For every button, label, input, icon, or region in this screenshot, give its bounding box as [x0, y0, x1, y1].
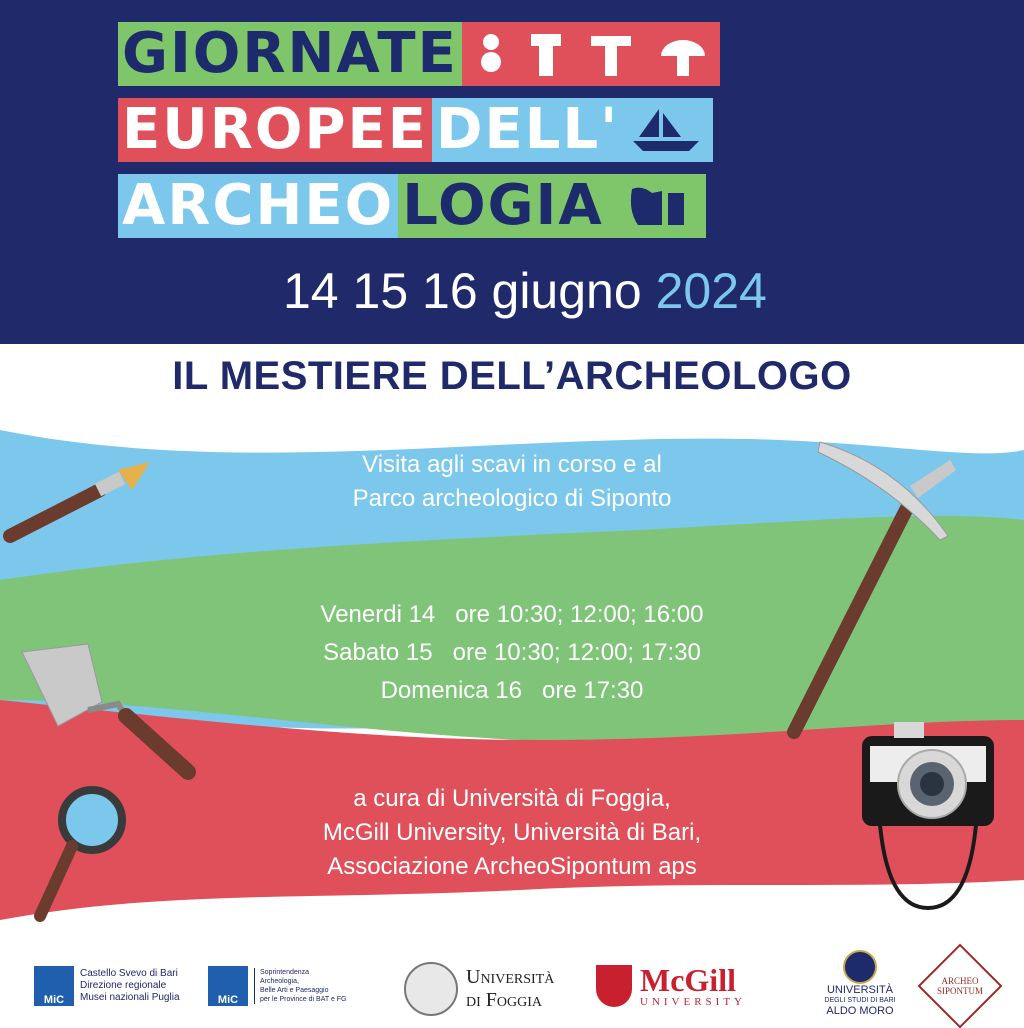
- foggia-seal-icon: [404, 962, 458, 1016]
- schedule-sunday: Domenica 16 ore 17:30: [380, 677, 644, 704]
- visit-line-2: Parco archeologico di Siponto: [352, 485, 672, 512]
- logo-soprintendenza: [208, 966, 347, 1006]
- credits-text: [0, 782, 1024, 884]
- schedule-saturday: Sabato 15 ore 10:30; 12:00; 17:30: [323, 639, 701, 666]
- logo-universita-bari: [800, 950, 920, 1017]
- archeo-text: ARCHEO SIPONTUM: [936, 976, 983, 996]
- visit-text: [0, 448, 1024, 516]
- title-word-europee: EUROPEE: [118, 98, 432, 162]
- mic-icon: MiC: [34, 966, 74, 1006]
- schedule-friday: Venerdi 14 ore 10:30; 12:00; 16:00: [320, 601, 704, 628]
- title-word-dell: [432, 98, 713, 162]
- event-dates: [283, 262, 767, 320]
- credits-line-2: McGill University, Università di Bari,: [322, 819, 702, 846]
- mcgill-shield-icon: [596, 965, 632, 1007]
- foggia-line-2: di Foggia: [466, 989, 542, 1011]
- title-word-giornate: GIORNATE: [118, 22, 462, 86]
- castello-line-2: Direzione regionale: [80, 980, 167, 991]
- mic-icon: MiC: [208, 966, 248, 1006]
- sponsor-logos: [0, 950, 1024, 1024]
- mcgill-name: McGill: [640, 962, 736, 998]
- title-word-archeo: ARCHEO: [118, 174, 398, 238]
- credits-line-3: Associazione ArcheoSipontum aps: [327, 853, 697, 880]
- page-subtitle: IL MESTIERE DELL’ARCHEOLOGO: [172, 354, 852, 398]
- dates-year: 2024: [655, 263, 767, 319]
- vase-icon: [608, 174, 706, 238]
- header-banner: [0, 0, 1024, 344]
- boat-icon: [629, 105, 709, 155]
- castello-line-1: Castello Svevo di Bari: [80, 968, 178, 979]
- schedule-text: [0, 596, 1024, 710]
- logo-universita-foggia: [404, 962, 554, 1016]
- pictogram-block-red: [462, 22, 720, 86]
- title-row-3: [118, 174, 706, 238]
- dates-days: 14 15 16 giugno: [283, 263, 642, 319]
- soprintendenza-line-2: Archeologia,: [260, 978, 299, 985]
- title-row-1: [118, 22, 720, 86]
- title-row-2: [118, 98, 713, 162]
- soprintendenza-line-4: per le Province di BAT e FG: [260, 996, 347, 1003]
- bari-line-3: ALDO MORO: [826, 1005, 894, 1017]
- bari-line-2: DEGLI STUDI DI BARI: [824, 997, 896, 1004]
- credits-line-1: a cura di Università di Foggia,: [353, 785, 671, 812]
- logo-castello-svevo: [34, 966, 180, 1006]
- mcgill-sub: UNIVERSITY: [640, 996, 746, 1008]
- soprintendenza-line-1: Soprintendenza: [260, 969, 310, 976]
- bari-line-1: UNIVERSITÀ: [826, 984, 893, 996]
- logo-archeosipontum: [930, 956, 990, 1016]
- castello-line-3: Musei nazionali Puglia: [80, 992, 180, 1003]
- logo-mcgill: [596, 964, 746, 1008]
- soprintendenza-line-3: Belle Arti e Paesaggio: [260, 987, 329, 994]
- bari-seal-icon: [843, 950, 877, 984]
- figurines-icon: [471, 26, 711, 82]
- foggia-line-1: Università: [466, 966, 555, 988]
- title-word-logia: LOGIA: [398, 174, 607, 238]
- dell-text: DELL': [436, 97, 620, 162]
- visit-line-1: Visita agli scavi in corso e al: [362, 451, 662, 478]
